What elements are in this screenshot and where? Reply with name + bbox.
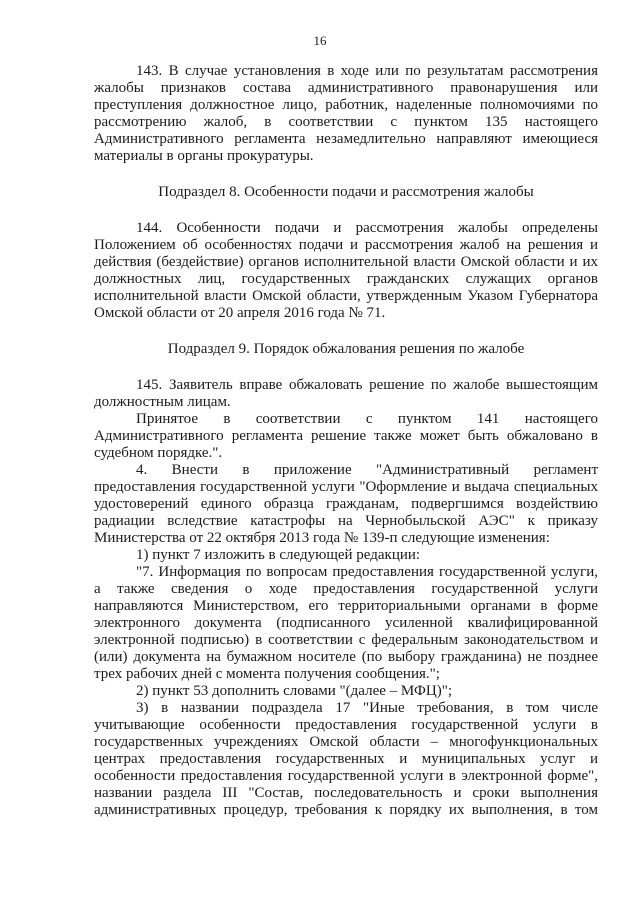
section-heading: Подраздел 8. Особенности подачи и рассмотрения жалобы — [158, 184, 534, 200]
text-line: судебном порядке.". — [94, 445, 223, 461]
section-heading: Подраздел 9. Порядок обжалования решения по жалобе — [167, 341, 525, 357]
text-line: 4. Внести в приложение "Административный регламент — [136, 462, 598, 478]
text-line: "7. Информация по вопросам предоставления государственной услуги, — [136, 564, 598, 580]
text-line: трех рабочих дней с момента получения сообщения."; — [94, 666, 440, 682]
text-line: радиации вследствие катастрофы на Чернобыльской АЭС" к приказу — [94, 513, 598, 529]
text-line: электронного документа (подписанного усиленной квалифицированной — [94, 615, 598, 631]
text-line: а также сведения о ходе предоставления государственной услуги — [94, 581, 598, 597]
text-line: Административного регламента решение также может быть обжаловано в — [94, 428, 598, 444]
text-line: действия (бездействие) органов исполнительной власти Омской области и их — [94, 254, 598, 270]
text-line: центрах предоставления государственных и муниципальных услуг и — [94, 751, 598, 767]
text-line: административных процедур, требования к порядку их выполнения, в том — [94, 802, 598, 818]
text-line: Административного регламента незамедлительно направляют имеющиеся — [94, 131, 598, 147]
text-line: 144. Особенности подачи и рассмотрения жалобы определены — [136, 220, 598, 236]
text-line: электронной подписью) в соответствии с федеральным законодательством и — [94, 632, 598, 648]
text-line: должностных лиц, государственных гражданских служащих органов — [94, 271, 598, 287]
text-line: (или) документа на бумажном носителе (по выбору гражданина) не позднее — [94, 649, 598, 665]
text-line: 145. Заявитель вправе обжаловать решение по жалобе вышестоящим — [136, 377, 598, 393]
text-line: материалы в органы прокуратуры. — [94, 148, 314, 164]
text-line: названии раздела III "Состав, последовательность и сроки выполнения — [94, 785, 598, 801]
page-number: 16 — [313, 33, 327, 48]
text-line: Омской области от 20 апреля 2016 года № 71. — [94, 305, 386, 321]
text-line: направляются Министерством, его территориальными органами в форме — [94, 598, 598, 614]
text-line: Министерства от 22 октября 2013 года № 139-п следующие изменения: — [94, 530, 550, 546]
text-line: преступления должностное лицо, работник, наделенные полномочиями по — [94, 97, 598, 113]
text-line: Принятое в соответствии с пунктом 141 настоящего — [136, 411, 598, 427]
text-line: 3) в названии подраздела 17 "Иные требования, в том числе — [136, 700, 598, 716]
text-line: удостоверений единого образца гражданам, подвергшимся воздействию — [94, 496, 598, 512]
text-line: предоставления государственной услуги "Оформление и выдача специальных — [94, 479, 598, 495]
text-line: государственных учреждениях Омской области – многофункциональных — [94, 734, 598, 750]
text-line: 143. В случае установления в ходе или по результатам рассмотрения — [136, 63, 598, 79]
text-line: 2) пункт 53 дополнить словами "(далее – МФЦ)"; — [136, 683, 452, 699]
text-line: жалобы признаков состава административного правонарушения или — [94, 80, 598, 96]
text-line: Положением об особенностях подачи и рассмотрения жалоб на решения и — [94, 237, 598, 253]
text-line: 1) пункт 7 изложить в следующей редакции: — [136, 547, 421, 563]
text-line: учитывающие особенности предоставления государственной услуги в — [94, 717, 598, 733]
text-line: должностным лицам. — [94, 394, 231, 410]
text-line: исполнительной власти Омской области, утвержденным Указом Губернатора — [94, 288, 598, 304]
text-line: особенности предоставления государственной услуги в электронной форме", — [94, 768, 598, 784]
text-line: рассмотрению жалоб, в соответствии с пунктом 135 настоящего — [94, 114, 598, 130]
